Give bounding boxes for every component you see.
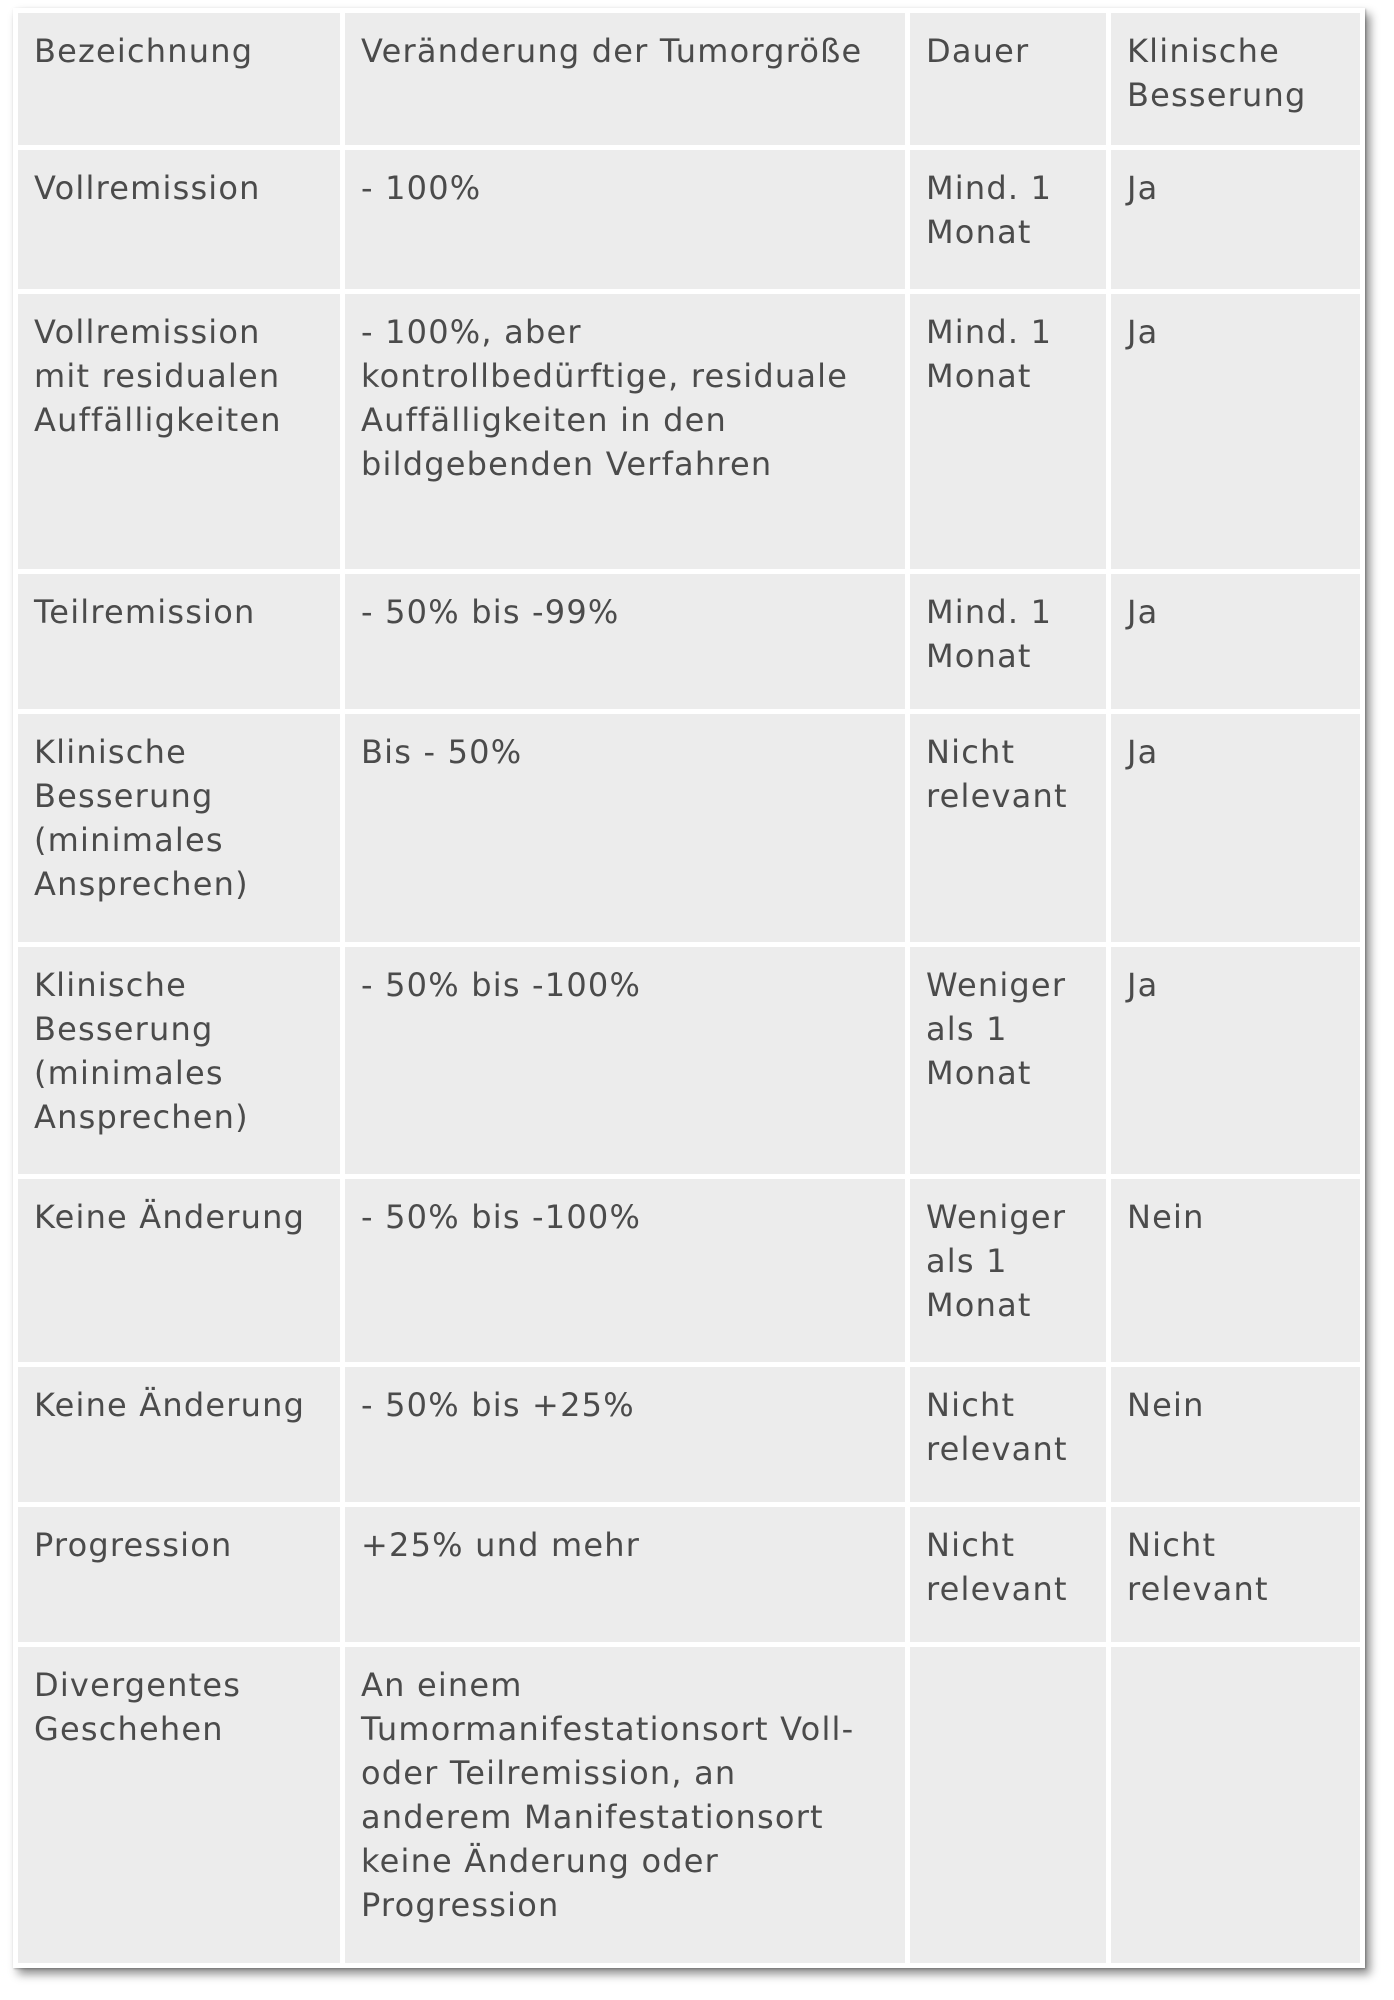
header-klinische-besserung: Klinische Besserung	[1111, 13, 1360, 145]
cell-dauer: Weniger als 1 Monat	[910, 1179, 1106, 1363]
cell-bezeichnung: Klinische Besserung (minimales Ansprechen)	[18, 714, 340, 943]
cell-bezeichnung: Teilremission	[18, 574, 340, 709]
cell-klinische-besserung: Nicht relevant	[1111, 1507, 1360, 1642]
table-row	[18, 1507, 1360, 1642]
cell-veraenderung: - 50% bis -99%	[345, 574, 905, 709]
cell-dauer: Weniger als 1 Monat	[910, 947, 1106, 1173]
tumor-response-table-frame	[13, 8, 1365, 1968]
cell-bezeichnung: Keine Änderung	[18, 1179, 340, 1363]
cell-veraenderung: +25% und mehr	[345, 1507, 905, 1642]
tumor-response-table	[13, 8, 1365, 1968]
cell-bezeichnung: Vollremission mit residualen Auffälligkeiten	[18, 294, 340, 569]
table-row	[18, 574, 1360, 709]
cell-veraenderung: - 100%, aber kontrollbedürftige, residuale Auffälligkeiten in den bildgebenden Verfahren	[345, 294, 905, 569]
cell-veraenderung: An einem Tumormanifestationsort Voll- oder Teilremission, an anderem Manifestationsort keine Änderung oder Progression	[345, 1647, 905, 1963]
cell-klinische-besserung	[1111, 1647, 1360, 1963]
cell-dauer: Nicht relevant	[910, 714, 1106, 943]
table-row	[18, 1179, 1360, 1363]
table-row	[18, 294, 1360, 569]
header-veraenderung: Veränderung der Tumorgröße	[345, 13, 905, 145]
cell-veraenderung: - 50% bis +25%	[345, 1367, 905, 1502]
cell-bezeichnung: Divergentes Geschehen	[18, 1647, 340, 1963]
cell-bezeichnung: Klinische Besserung (minimales Ansprechen)	[18, 947, 340, 1173]
table-row	[18, 714, 1360, 943]
header-dauer: Dauer	[910, 13, 1106, 145]
cell-klinische-besserung: Ja	[1111, 574, 1360, 709]
cell-klinische-besserung: Ja	[1111, 294, 1360, 569]
cell-klinische-besserung: Nein	[1111, 1367, 1360, 1502]
cell-dauer: Mind. 1 Monat	[910, 150, 1106, 289]
header-bezeichnung: Bezeichnung	[18, 13, 340, 145]
cell-klinische-besserung: Ja	[1111, 150, 1360, 289]
cell-dauer: Nicht relevant	[910, 1367, 1106, 1502]
table-row	[18, 947, 1360, 1173]
cell-veraenderung: - 50% bis -100%	[345, 1179, 905, 1363]
cell-veraenderung: Bis - 50%	[345, 714, 905, 943]
cell-bezeichnung: Progression	[18, 1507, 340, 1642]
table-header-row	[18, 13, 1360, 145]
cell-dauer	[910, 1647, 1106, 1963]
cell-dauer: Mind. 1 Monat	[910, 574, 1106, 709]
cell-bezeichnung: Vollremission	[18, 150, 340, 289]
cell-dauer: Mind. 1 Monat	[910, 294, 1106, 569]
cell-klinische-besserung: Ja	[1111, 947, 1360, 1173]
cell-klinische-besserung: Ja	[1111, 714, 1360, 943]
cell-veraenderung: - 50% bis -100%	[345, 947, 905, 1173]
cell-klinische-besserung: Nein	[1111, 1179, 1360, 1363]
cell-bezeichnung: Keine Änderung	[18, 1367, 340, 1502]
table-row	[18, 150, 1360, 289]
table-row	[18, 1367, 1360, 1502]
cell-dauer: Nicht relevant	[910, 1507, 1106, 1642]
cell-veraenderung: - 100%	[345, 150, 905, 289]
table-row	[18, 1647, 1360, 1963]
